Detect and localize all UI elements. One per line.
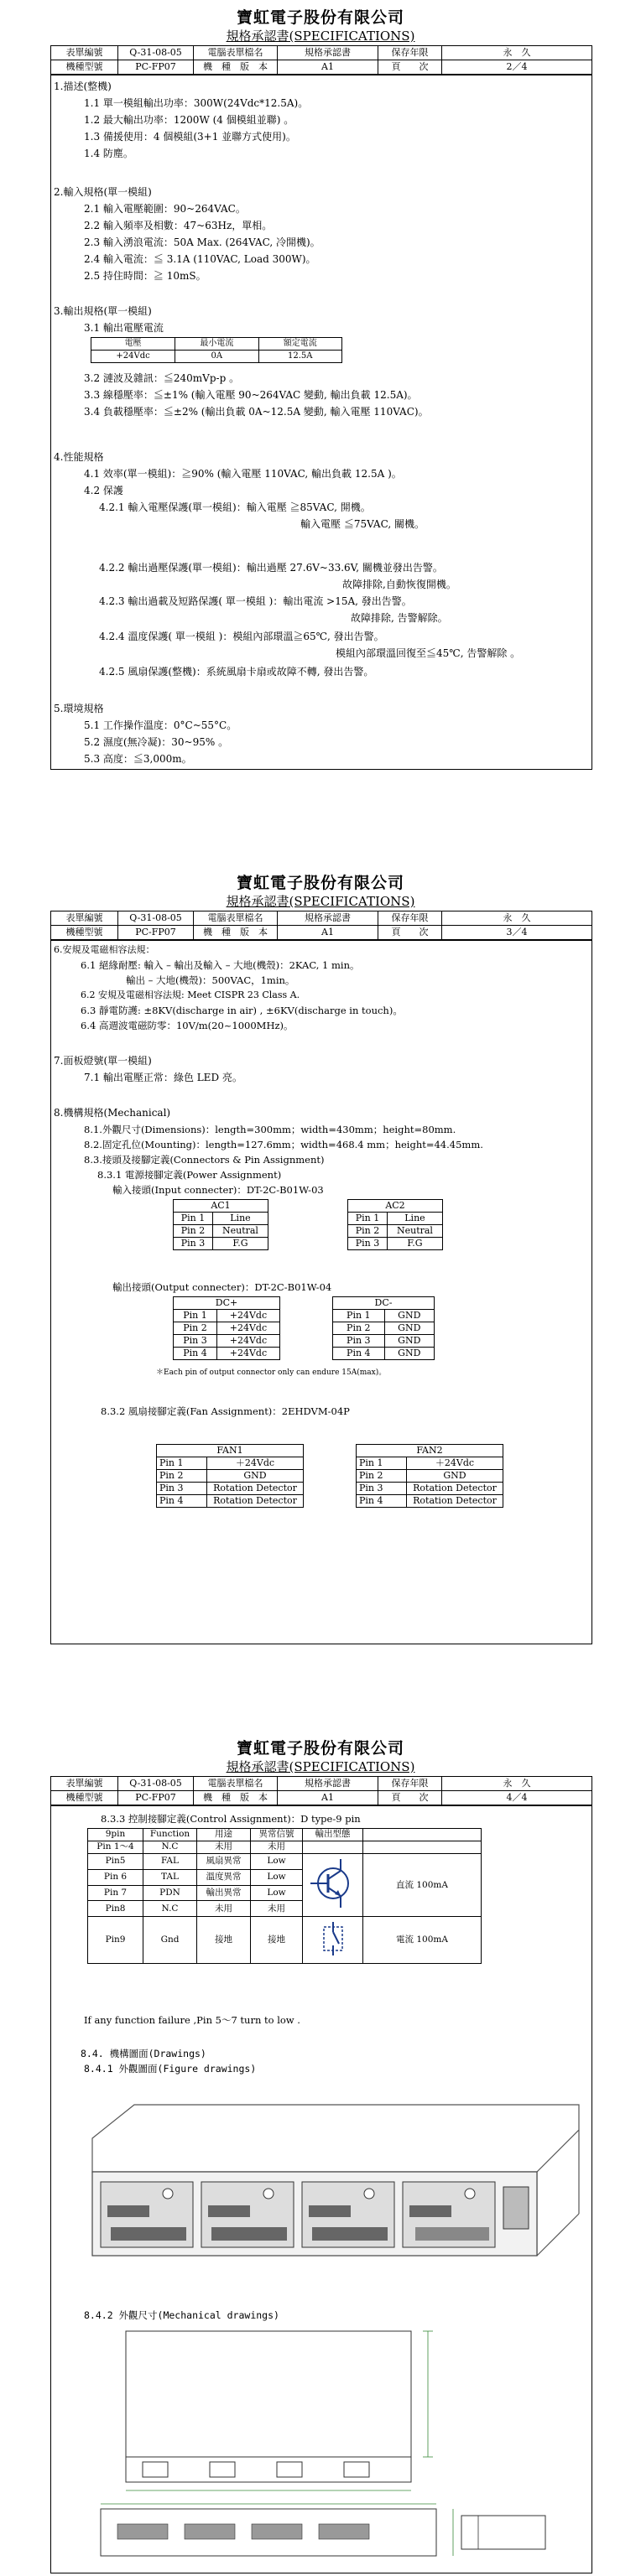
pin-value: Rotation Detector: [207, 1495, 304, 1508]
pin-cell: Pin 2: [357, 1470, 407, 1483]
file-name-value: 規格承認書: [278, 46, 378, 60]
spec-line: 8.3.1 電源接腳定義(Power Assignment): [97, 1169, 282, 1181]
section-title: 6.安規及電磁相容法規：: [54, 944, 155, 955]
section-title: 8.4.1 外觀圖面(Figure drawings): [84, 2063, 257, 2075]
header-table: [50, 911, 592, 940]
table-cell: Pin8: [88, 1901, 143, 1917]
file-name-value: 規格承認書: [278, 1777, 378, 1791]
table-header: Function: [143, 1829, 197, 1841]
ac2-pin-table: [347, 1199, 443, 1250]
company-title: 寶虹電子股份有限公司: [236, 8, 404, 27]
retention-value: 永 久: [442, 911, 592, 926]
spec-line: 輸入電壓 ≦75VAC, 關機。: [300, 518, 425, 530]
table-header: 異常信號: [251, 1829, 303, 1841]
spec-line: 1.4 防塵。: [84, 148, 133, 159]
spec-line: 2.3 輸入湧浪電流：50A Max. (264VAC, 冷開機)。: [84, 236, 320, 248]
pin-cell: Pin 3: [174, 1335, 217, 1348]
file-name-value: 規格承認書: [278, 911, 378, 926]
spec-line: 1.3 備援使用：4 個模組(3+1 並聯方式使用)。: [84, 131, 296, 143]
file-name-label: 電腦表單檔名: [194, 46, 278, 60]
spec-line: 1.2 最大輸出功率：1200W (4 個模組並聯) 。: [84, 114, 294, 126]
doc-subtitle: 規格承認書(SPECIFICATIONS): [226, 29, 415, 44]
pin-cell: Pin 1: [348, 1213, 388, 1225]
table-cell: TAL: [143, 1869, 197, 1885]
table-cell: PDN: [143, 1885, 197, 1901]
form-no-label: 表單編號: [51, 1777, 118, 1791]
retention-value: 永 久: [442, 1777, 592, 1791]
output-type-a: 直流 100mA: [363, 1854, 482, 1917]
section-title: 5.環境規格: [54, 703, 104, 714]
spec-line: 4.1 效率(單一模組)：≧90% (輸入電壓 110VAC, 輸出負載 12.5A )。: [84, 468, 402, 480]
fan2-pin-table: [356, 1444, 503, 1508]
pin-cell: Pin 1: [333, 1310, 385, 1322]
spec-line: 3.3 線穩壓率：≦±1% (輸入電壓 90~264VAC 變動, 輸出負載 12.5A)。: [84, 389, 418, 401]
table-cell: Low: [251, 1854, 303, 1870]
table-cell: FAL: [143, 1854, 197, 1870]
pin-value: Rotation Detector: [207, 1483, 304, 1495]
pin-value: F.G: [212, 1238, 268, 1250]
table-title: DC+: [174, 1297, 280, 1310]
section-title: 1.描述(整機): [54, 80, 112, 92]
page-label: 頁 次: [378, 1791, 442, 1805]
pin-cell: Pin 3: [348, 1238, 388, 1250]
table-header: 額定電流: [258, 338, 341, 351]
page-label: 頁 次: [378, 926, 442, 940]
pin-cell: Pin 3: [333, 1335, 385, 1348]
version-value: A1: [278, 60, 378, 75]
table-title: AC2: [348, 1200, 443, 1213]
retention-label: 保存年限: [378, 46, 442, 60]
pin-value: Rotation Detector: [407, 1495, 503, 1508]
spec-line: 5.2 濕度(無冷凝)：30~95% 。: [84, 736, 229, 748]
table-title: FAN1: [157, 1445, 304, 1457]
form-no-label: 表單編號: [51, 46, 118, 60]
spec-line: 3.4 負載穩壓率：≦±2% (輸出負載 0A~12.5A 變動, 輸入電壓 110VAC)。: [84, 406, 429, 418]
spec-line: 3.1 輸出電壓電流: [84, 322, 164, 334]
page-number: 2／4: [442, 60, 592, 75]
version-label: 機 種 版 本: [194, 926, 278, 940]
table-cell: +24Vdc: [91, 351, 175, 363]
section-title: 8.機構規格(Mechanical): [54, 1107, 171, 1119]
company-title: 寶虹電子股份有限公司: [236, 874, 404, 892]
section-title: 3.輸出規格(單一模組): [54, 305, 152, 317]
pin-value: Neutral: [212, 1225, 268, 1238]
spec-line: 故障排除,自動恢復開機。: [342, 579, 456, 590]
spec-line: 故障排除, 告警解除。: [351, 612, 448, 624]
pin-cell: Pin 3: [157, 1483, 207, 1495]
spec-line: 2.5 持住時間：≧ 10mS。: [84, 270, 206, 282]
table-header: 輸出型態: [303, 1829, 363, 1841]
spec-line: 2.2 輸入頻率及相數：47~63Hz，單相。: [84, 220, 273, 231]
table-cell: [363, 1841, 482, 1854]
table-cell: N.C: [143, 1901, 197, 1917]
doc-subtitle: 規格承認書(SPECIFICATIONS): [226, 1759, 415, 1774]
retention-label: 保存年限: [378, 911, 442, 926]
section-title: 2.輸入規格(單一模組): [54, 186, 152, 198]
pin-cell: Pin 1: [357, 1457, 407, 1470]
pin-cell: Pin 1: [157, 1457, 207, 1470]
table-cell: [303, 1841, 363, 1854]
spec-line: 8.3.2 風扇接腳定義(Fan Assignment)：2EHDVM-04P: [101, 1405, 350, 1417]
model-label: 機種型號: [51, 926, 118, 940]
pin-value: +24Vdc: [216, 1322, 279, 1335]
spec-line: 6.1 絕緣耐壓: 輸入 – 輸出及輸入 – 大地(機殼)：2KAC, 1 min。: [81, 959, 360, 971]
section-title: 4.性能規格: [54, 451, 104, 463]
doc-subtitle: 規格承認書(SPECIFICATIONS): [226, 894, 415, 909]
version-value: A1: [278, 1791, 378, 1805]
table-cell: 風扇異常: [197, 1854, 251, 1870]
spec-line: 7.1 輸出電壓正常：綠色 LED 亮。: [84, 1072, 242, 1083]
pin-cell: Pin 2: [333, 1322, 385, 1335]
pin-cell: Pin 1: [174, 1310, 217, 1322]
pin-cell: Pin 3: [174, 1238, 213, 1250]
header-table: [50, 1776, 592, 1805]
pin-value: Line: [212, 1213, 268, 1225]
table-header: 用途: [197, 1829, 251, 1841]
version-label: 機 種 版 本: [194, 1791, 278, 1805]
spec-line: 3.2 漣波及雜訊：≦240mVp-p 。: [84, 372, 240, 384]
table-cell: Pin 1～4: [88, 1841, 143, 1854]
failure-note: If any function failure ,Pin 5～7 turn to low .: [84, 2014, 300, 2026]
pin-value: +24Vdc: [216, 1348, 279, 1360]
spec-line: 4.2.3 輸出過載及短路保護( 單一模組 )：輸出電流 >15A, 發出告警。: [99, 595, 412, 607]
transistor-symbol-cell: [303, 1854, 363, 1917]
pin-value: GND: [207, 1470, 304, 1483]
table-title: FAN2: [357, 1445, 503, 1457]
pin-value: GND: [384, 1348, 434, 1360]
version-label: 機 種 版 本: [194, 60, 278, 75]
spec-line: 8.1.外觀尺寸(Dimensions)：length=300mm；width=430mm；height=80mm.: [84, 1124, 456, 1135]
table-header: 電壓: [91, 338, 175, 351]
model-label: 機種型號: [51, 1791, 118, 1805]
table-cell: 未用: [197, 1841, 251, 1854]
ac1-pin-table: [173, 1199, 268, 1250]
form-no-value: Q-31-08-05: [118, 1777, 194, 1791]
spec-line: 4.2 保護: [84, 485, 123, 496]
pin-value: GND: [407, 1470, 503, 1483]
table-cell: Low: [251, 1869, 303, 1885]
pin-cell: Pin 4: [157, 1495, 207, 1508]
file-name-label: 電腦表單檔名: [194, 1777, 278, 1791]
company-title: 寶虹電子股份有限公司: [236, 1739, 404, 1758]
spec-line: 8.3.3 控制接腳定義(Control Assignment)：D type-9 pin: [101, 1813, 361, 1825]
form-no-label: 表單編號: [51, 911, 118, 926]
spec-line: 4.2.4 溫度保護( 單一模組 )：模組內部環溫≧65℃, 發出告警。: [99, 631, 384, 642]
table-cell: Pin 6: [88, 1869, 143, 1885]
spec-line: 1.1 單一模組輸出功率：300W(24Vdc*12.5A)。: [84, 97, 309, 109]
connector-note: ＊Each pin of output connector only can endure 15A(max)。: [156, 1368, 387, 1377]
npn-transistor-icon: [304, 1854, 362, 1913]
form-no-value: Q-31-08-05: [118, 911, 194, 926]
page-label: 頁 次: [378, 60, 442, 75]
table-cell: Pin 7: [88, 1885, 143, 1901]
retention-value: 永 久: [442, 46, 592, 60]
table-cell: 0A: [175, 351, 258, 363]
table-cell: N.C: [143, 1841, 197, 1854]
form-no-value: Q-31-08-05: [118, 46, 194, 60]
spec-line: 輸出 – 大地(機殼)：500VAC，1min。: [126, 974, 295, 986]
output-type-b: 電流 100mA: [363, 1917, 482, 1964]
table-cell: 12.5A: [258, 351, 341, 363]
spec-line: 8.2.固定孔位(Mounting)：length=127.6mm；width=468.4 mm；height=44.45mm.: [84, 1139, 483, 1150]
spec-line: 6.4 高週波電磁防零：10V/m(20~1000MHz)。: [81, 1020, 294, 1031]
output-rating-table: [91, 337, 342, 363]
spec-line: 6.2 安規及電磁相容法規: Meet CISPR 23 Class A.: [81, 989, 300, 1000]
spec-line: 5.1 工作操作溫度：0°C~55°C。: [84, 719, 237, 731]
pin-value: ＋24Vdc: [407, 1457, 503, 1470]
section-title: 8.4. 機構圖面(Drawings): [81, 2048, 206, 2059]
model-value: PC-FP07: [118, 926, 194, 940]
table-header: 9pin: [88, 1829, 143, 1841]
section-title: 8.4.2 外觀尺寸(Mechanical drawings): [84, 2309, 279, 2321]
table-cell: 未用: [251, 1841, 303, 1854]
table-cell: Low: [251, 1885, 303, 1901]
spec-line: 4.2.5 風扇保護(整機)：系統風扇卡扇或故障不轉, 發出告警。: [99, 666, 374, 678]
pin-value: +24Vdc: [216, 1335, 279, 1348]
table-cell: Pin9: [88, 1917, 143, 1964]
table-header: 最小電流: [175, 338, 258, 351]
spec-line: 5.3 高度：≦3,000m。: [84, 753, 192, 765]
table-title: DC-: [333, 1297, 435, 1310]
table-title: AC1: [174, 1200, 268, 1213]
pin-value: ＋24Vdc: [207, 1457, 304, 1470]
pin-value: Line: [387, 1213, 442, 1225]
spec-line: 6.3 靜電防護: ±8KV(discharge in air) , ±6KV(discharge in touch)。: [81, 1005, 403, 1016]
spec-line: 8.3.接頭及接腳定義(Connectors & Pin Assignment): [84, 1154, 325, 1166]
pin-cell: Pin 2: [348, 1225, 388, 1238]
pin-cell: Pin 3: [357, 1483, 407, 1495]
table-cell: 輸出異常: [197, 1885, 251, 1901]
pin-cell: Pin 2: [174, 1322, 217, 1335]
table-cell: 未用: [251, 1901, 303, 1917]
table-cell: 未用: [197, 1901, 251, 1917]
pin-cell: Pin 4: [174, 1348, 217, 1360]
table-cell: Pin5: [88, 1854, 143, 1870]
page-number: 3／4: [442, 926, 592, 940]
spec-line: 4.2.1 輸入電壓保護(單一模組)：輸入電壓 ≧85VAC, 開機。: [99, 501, 371, 513]
table-cell: 溫度異常: [197, 1869, 251, 1885]
dc-minus-pin-table: [332, 1296, 435, 1360]
model-label: 機種型號: [51, 60, 118, 75]
table-cell: 接地: [251, 1917, 303, 1964]
pin-cell: Pin 1: [174, 1213, 213, 1225]
dc-plus-pin-table: [173, 1296, 280, 1360]
pin-value: +24Vdc: [216, 1310, 279, 1322]
table-cell: 接地: [197, 1917, 251, 1964]
retention-label: 保存年限: [378, 1777, 442, 1791]
pin-value: Rotation Detector: [407, 1483, 503, 1495]
spec-line: 2.1 輸入電壓範圍：90~264VAC。: [84, 203, 246, 215]
header-table: [50, 45, 592, 75]
model-value: PC-FP07: [118, 60, 194, 75]
pin-cell: Pin 2: [157, 1470, 207, 1483]
mechanical-drawing: [84, 2323, 587, 2566]
page-number: 4／4: [442, 1791, 592, 1805]
spec-line: 輸入接頭(Input connecter)：DT-2C-B01W-03: [112, 1184, 324, 1196]
spec-line: 模組內部環溫回復至≦45℃, 告警解除 。: [336, 647, 521, 659]
switch-symbol-cell: [303, 1917, 363, 1964]
version-value: A1: [278, 926, 378, 940]
file-name-label: 電腦表單檔名: [194, 911, 278, 926]
table-header: [363, 1829, 482, 1841]
spec-line: 2.4 輸入電流：≦ 3.1A (110VAC, Load 300W)。: [84, 253, 316, 265]
figure-drawing: [84, 2080, 587, 2298]
spec-line: 輸出接頭(Output connecter)：DT-2C-B01W-04: [112, 1281, 332, 1293]
fan1-pin-table: [156, 1444, 304, 1508]
pin-value: F.G: [387, 1238, 442, 1250]
pin-value: GND: [384, 1310, 434, 1322]
pin-cell: Pin 4: [357, 1495, 407, 1508]
spec-line: 4.2.2 輸出過壓保護(單一模組)：輸出過壓 27.6V~33.6V, 關機並發出告警。: [99, 562, 443, 574]
pin-cell: Pin 4: [333, 1348, 385, 1360]
control-pin-table: [87, 1828, 482, 1964]
table-cell: Gnd: [143, 1917, 197, 1964]
model-value: PC-FP07: [118, 1791, 194, 1805]
pin-value: GND: [384, 1322, 434, 1335]
section-title: 7.面板燈號(單一模組): [54, 1055, 152, 1067]
pin-value: GND: [384, 1335, 434, 1348]
pin-cell: Pin 2: [174, 1225, 213, 1238]
pin-value: Neutral: [387, 1225, 442, 1238]
switch-icon: [312, 1920, 354, 1957]
